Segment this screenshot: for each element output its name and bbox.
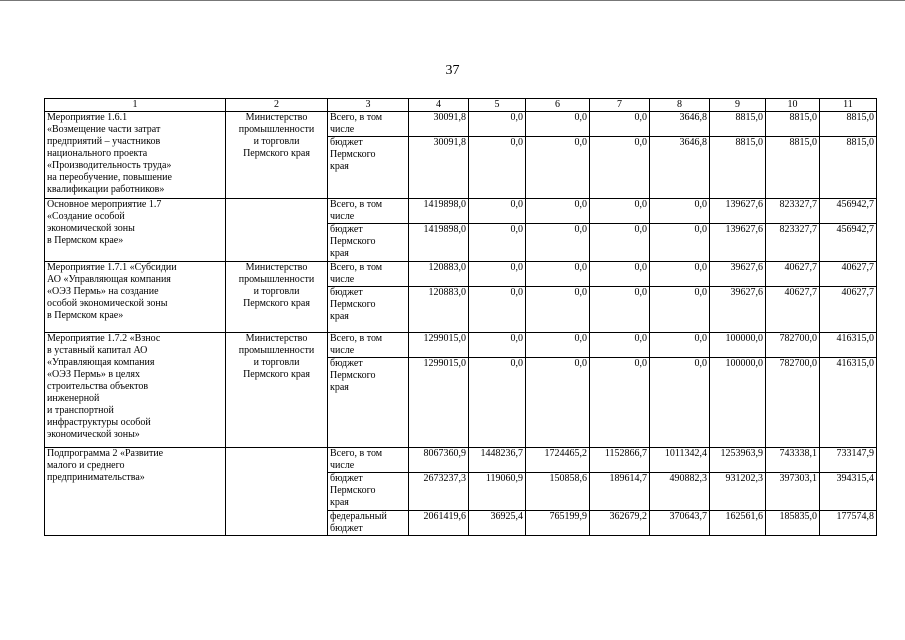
header-cell: 4 — [409, 99, 469, 112]
value-cell: 3646,8 — [650, 112, 710, 137]
value-cell: 40627,7 — [820, 262, 877, 287]
funding-source-cell — [328, 262, 409, 287]
funding-source: бюджет Пермского края — [330, 287, 376, 322]
value-cell: 177574,8 — [820, 511, 877, 536]
value-cell: 0,0 — [650, 333, 710, 358]
activity-name-cell — [45, 448, 226, 536]
value-cell: 0,0 — [526, 112, 590, 137]
table-row — [45, 333, 877, 358]
funding-source-cell — [328, 358, 409, 448]
activity-name: Мероприятие 1.6.1 «Возмещение части затрат предприятий – участников национального проекта «Производительность труда» на переобучение, повышение квалификации работников» — [47, 112, 172, 195]
value-cell: 36925,4 — [469, 511, 526, 536]
activity-name: Подпрограмма 2 «Развитие малого и среднего предпринимательства» — [47, 448, 164, 483]
funding-source-cell — [328, 333, 409, 358]
value-cell: 0,0 — [526, 224, 590, 262]
value-cell: 823327,7 — [766, 199, 820, 224]
executor-cell — [226, 448, 328, 536]
funding-source-cell — [328, 199, 409, 224]
header-cell: 9 — [710, 99, 766, 112]
value-cell: 8815,0 — [766, 137, 820, 199]
value-cell: 0,0 — [650, 199, 710, 224]
value-cell: 0,0 — [650, 287, 710, 333]
value-cell: 931202,3 — [710, 473, 766, 511]
funding-source: Всего, в том числе — [330, 262, 383, 285]
value-cell: 0,0 — [469, 224, 526, 262]
header-cell: 5 — [469, 99, 526, 112]
value-cell: 119060,9 — [469, 473, 526, 511]
value-cell: 39627,6 — [710, 262, 766, 287]
funding-source: Всего, в том числе — [330, 199, 383, 222]
value-cell: 782700,0 — [766, 358, 820, 448]
value-cell: 40627,7 — [766, 287, 820, 333]
executor-cell — [226, 112, 328, 199]
value-cell: 0,0 — [469, 112, 526, 137]
value-cell: 782700,0 — [766, 333, 820, 358]
value-cell: 394315,4 — [820, 473, 877, 511]
value-cell: 416315,0 — [820, 333, 877, 358]
value-cell: 490882,3 — [650, 473, 710, 511]
value-cell: 3646,8 — [650, 137, 710, 199]
value-cell: 162561,6 — [710, 511, 766, 536]
header-cell: 1 — [45, 99, 226, 112]
page-number: 37 — [445, 63, 460, 78]
table-row — [45, 448, 877, 473]
value-cell: 1253963,9 — [710, 448, 766, 473]
value-cell: 1152866,7 — [590, 448, 650, 473]
header-cell: 3 — [328, 99, 409, 112]
funding-source-cell — [328, 448, 409, 473]
executor-cell — [226, 333, 328, 448]
executor-cell — [226, 262, 328, 333]
value-cell: 100000,0 — [710, 333, 766, 358]
value-cell: 8067360,9 — [409, 448, 469, 473]
value-cell: 0,0 — [590, 287, 650, 333]
value-cell: 40627,7 — [820, 287, 877, 333]
activity-name-cell — [45, 199, 226, 262]
value-cell: 8815,0 — [820, 112, 877, 137]
value-cell: 0,0 — [650, 262, 710, 287]
value-cell: 1448236,7 — [469, 448, 526, 473]
value-cell: 8815,0 — [766, 112, 820, 137]
header-row — [45, 99, 877, 112]
value-cell: 139627,6 — [710, 224, 766, 262]
value-cell: 370643,7 — [650, 511, 710, 536]
header-cell: 7 — [590, 99, 650, 112]
value-cell: 30091,8 — [409, 112, 469, 137]
value-cell: 120883,0 — [409, 262, 469, 287]
value-cell: 0,0 — [590, 224, 650, 262]
value-cell: 0,0 — [469, 358, 526, 448]
value-cell: 1011342,4 — [650, 448, 710, 473]
value-cell: 185835,0 — [766, 511, 820, 536]
budget-table — [44, 98, 877, 536]
funding-source-cell — [328, 224, 409, 262]
funding-source-cell — [328, 511, 409, 536]
value-cell: 823327,7 — [766, 224, 820, 262]
value-cell: 0,0 — [650, 358, 710, 448]
value-cell: 765199,9 — [526, 511, 590, 536]
value-cell: 1299015,0 — [409, 333, 469, 358]
value-cell: 743338,1 — [766, 448, 820, 473]
funding-source-cell — [328, 473, 409, 511]
funding-source: бюджет Пермского края — [330, 137, 376, 172]
value-cell: 189614,7 — [590, 473, 650, 511]
value-cell: 0,0 — [590, 199, 650, 224]
table-row — [45, 262, 877, 287]
value-cell: 40627,7 — [766, 262, 820, 287]
header-cell: 8 — [650, 99, 710, 112]
funding-source: бюджет Пермского края — [330, 358, 376, 393]
activity-name-cell — [45, 112, 226, 199]
top-border-line — [0, 0, 905, 1]
value-cell: 1419898,0 — [409, 199, 469, 224]
value-cell: 416315,0 — [820, 358, 877, 448]
value-cell: 0,0 — [590, 333, 650, 358]
activity-name: Основное мероприятие 1.7 «Создание особой экономической зоны в Пермском крае» — [47, 199, 162, 246]
funding-source: федеральный бюджет — [330, 511, 387, 534]
value-cell: 8815,0 — [710, 112, 766, 137]
value-cell: 0,0 — [526, 287, 590, 333]
value-cell: 0,0 — [469, 333, 526, 358]
value-cell: 2673237,3 — [409, 473, 469, 511]
value-cell: 0,0 — [526, 262, 590, 287]
funding-source: Всего, в том числе — [330, 333, 383, 356]
header-cell: 10 — [766, 99, 820, 112]
activity-name: Мероприятие 1.7.1 «Субсидии АО «Управляющая компания «ОЭЗ Пермь» на создание особой экономической зоны в Пермском крае» — [47, 262, 177, 321]
activity-name-cell — [45, 333, 226, 448]
value-cell: 0,0 — [590, 358, 650, 448]
value-cell: 362679,2 — [590, 511, 650, 536]
value-cell: 0,0 — [590, 262, 650, 287]
value-cell: 100000,0 — [710, 358, 766, 448]
value-cell: 30091,8 — [409, 137, 469, 199]
executor-cell — [226, 199, 328, 262]
value-cell: 0,0 — [526, 358, 590, 448]
value-cell: 0,0 — [469, 287, 526, 333]
funding-source-cell — [328, 137, 409, 199]
value-cell: 0,0 — [469, 137, 526, 199]
value-cell: 0,0 — [526, 199, 590, 224]
activity-name: Мероприятие 1.7.2 «Взнос в уставный капитал АО «Управляющая компания «ОЭЗ Пермь» в целях строительства объектов инженерной и транспортной инфраструктуры особой экономической зоны» — [47, 333, 161, 440]
funding-source-cell — [328, 287, 409, 333]
value-cell: 733147,9 — [820, 448, 877, 473]
value-cell: 0,0 — [469, 262, 526, 287]
table-row — [45, 112, 877, 137]
header-cell: 6 — [526, 99, 590, 112]
value-cell: 397303,1 — [766, 473, 820, 511]
value-cell: 8815,0 — [710, 137, 766, 199]
value-cell: 0,0 — [469, 199, 526, 224]
value-cell: 1724465,2 — [526, 448, 590, 473]
value-cell: 0,0 — [590, 137, 650, 199]
activity-name-cell — [45, 262, 226, 333]
value-cell: 150858,6 — [526, 473, 590, 511]
funding-source: бюджет Пермского края — [330, 473, 376, 508]
value-cell: 120883,0 — [409, 287, 469, 333]
value-cell: 8815,0 — [820, 137, 877, 199]
value-cell: 1299015,0 — [409, 358, 469, 448]
value-cell: 2061419,6 — [409, 511, 469, 536]
executor-name: Министерство промышленности и торговли Пермского края — [238, 262, 315, 309]
executor-name: Министерство промышленности и торговли Пермского края — [238, 333, 315, 380]
value-cell: 0,0 — [590, 112, 650, 137]
funding-source: Всего, в том числе — [330, 112, 383, 135]
value-cell: 0,0 — [526, 137, 590, 199]
value-cell: 0,0 — [650, 224, 710, 262]
value-cell: 39627,6 — [710, 287, 766, 333]
funding-source-cell — [328, 112, 409, 137]
header-cell: 2 — [226, 99, 328, 112]
table-row — [45, 199, 877, 224]
funding-source: Всего, в том числе — [330, 448, 383, 471]
value-cell: 1419898,0 — [409, 224, 469, 262]
value-cell: 456942,7 — [820, 224, 877, 262]
value-cell: 0,0 — [526, 333, 590, 358]
funding-source: бюджет Пермского края — [330, 224, 376, 259]
value-cell: 139627,6 — [710, 199, 766, 224]
value-cell: 456942,7 — [820, 199, 877, 224]
header-cell: 11 — [820, 99, 877, 112]
executor-name: Министерство промышленности и торговли Пермского края — [238, 112, 315, 159]
